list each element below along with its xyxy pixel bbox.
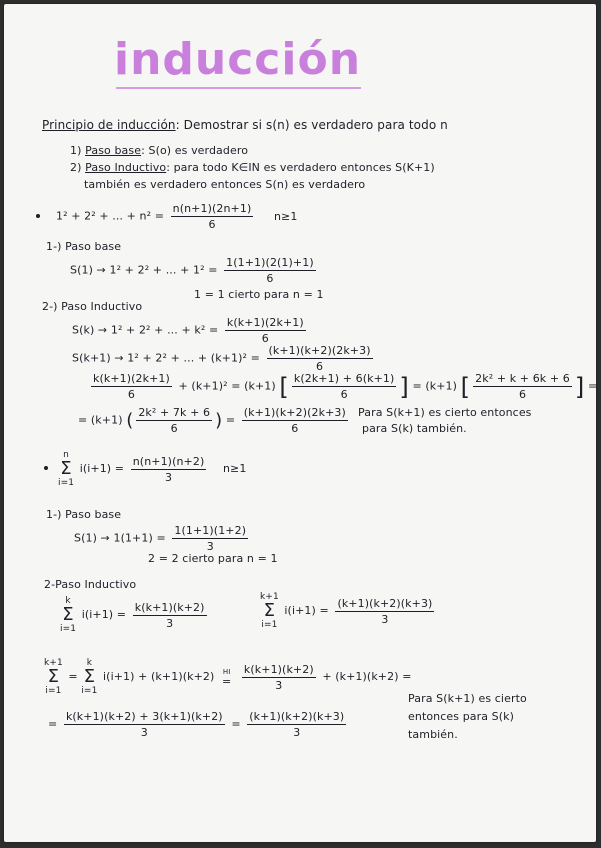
ex1-ind-title: 2-) Paso Inductivo xyxy=(42,300,143,313)
bullet-ex1 xyxy=(36,214,40,218)
ex2-base-title: 1-) Paso base xyxy=(46,508,122,521)
step2-line xyxy=(70,161,435,174)
ex2-sk: k Σ i=1 i(i+1) = $\frac{k(k+1)(k+2)}{3}$ xyxy=(60,596,205,634)
ex1-note-1: Para S(k+1) es cierto entonces xyxy=(358,406,532,419)
step2-number: 2) xyxy=(70,161,82,174)
ex1-statement xyxy=(56,202,297,231)
step1-label: Paso base xyxy=(85,144,142,157)
ex1-note-2: para S(k) también. xyxy=(362,422,467,435)
ex1-base-eq: S(1) → 1² + 2² + ... + 1² = $\frac{1(1+1)(2(1)+1)}{6}$ xyxy=(70,256,314,285)
ex2-base-eq: S(1) → 1(1+1) = $\frac{1(1+1)(1+2)}{3}$ xyxy=(74,524,247,553)
step2-label: Paso Inductivo xyxy=(85,161,167,174)
ex2-note-2: entonces para S(k) xyxy=(408,710,515,723)
step2-text: : para todo K∈IN es verdadero entonces S(K+1) xyxy=(166,161,435,174)
step1-text: : S(o) es verdadero xyxy=(141,144,249,157)
ex2-statement: n Σ i=1 i(i+1) = $\frac{n(n+1)(n+2)}{3}$ n≥1 xyxy=(58,450,247,488)
ex1-sk1: S(k+1) → 1² + 2² + ... + (k+1)² = $\frac{(k+1)(k+2)(2k+3)}{6}$ xyxy=(72,344,371,373)
ex1-line4: = (k+1) ( $\frac{\text{2k² + 7k + 6}}{6}$ ) = $\frac{(k+1)(k+2)(2k+3)}{6}$ xyxy=(78,406,346,435)
notebook-page xyxy=(4,4,596,842)
ex2-note-3: también. xyxy=(408,728,458,741)
ex1-lhs: 1² + 2² + ... + n² = xyxy=(56,209,165,223)
principle-text: : Demostrar si s(n) es verdadero para todo n xyxy=(175,118,448,132)
ex2-ind-title: 2-Paso Inductivo xyxy=(44,578,137,591)
ex2-sk1: k+1 Σ i=1 i(i+1) = $\frac{(k+1)(k+2)(k+3)}{3}$ xyxy=(260,592,433,630)
ex1-condition: n≥1 xyxy=(273,209,298,223)
title-underline xyxy=(116,87,361,89)
ex1-base-check: 1 = 1 cierto para n = 1 xyxy=(194,288,324,301)
ex2-line4: = $\frac{k(k+1)(k+2) + 3(k+1)(k+2)}{3}$ = $\frac{(k+1)(k+2)(k+3)}{3}$ xyxy=(48,710,345,739)
page-title: inducción xyxy=(114,34,362,85)
principle-line xyxy=(42,118,448,132)
ex1-line3: $\frac{k(k+1)(2k+1)}{6}$ + (k+1)² = (k+1) [ $\frac{k(2k+1) + 6(k+1)}{6}$ ] = (k+1) [ $\frac{\text{2k² + k + 6k + 6}}{6}$ ] = xyxy=(93,372,598,401)
ex1-fraction: $\frac{n(n+1)(2n+1)}{6}$ xyxy=(172,202,252,231)
principle-heading: Principio de inducción xyxy=(42,118,176,132)
step1-line xyxy=(70,144,248,157)
bullet-ex2 xyxy=(44,466,48,470)
ex2-line3: k+1 Σ i=1 = k Σ i=1 i(i+1) + (k+1)(k+2) HI = $\frac{k(k+1)(k+2)}{3}$ + (k+1)(k+2) = xyxy=(44,658,412,696)
ex2-note-1: Para S(k+1) es cierto xyxy=(408,692,527,705)
ex1-base-title: 1-) Paso base xyxy=(46,240,122,253)
ex1-sk: S(k) → 1² + 2² + ... + k² = $\frac{k(k+1)(2k+1)}{6}$ xyxy=(72,316,304,345)
step2-continuation: también es verdadero entonces S(n) es verdadero xyxy=(84,178,366,191)
ex2-base-check: 2 = 2 cierto para n = 1 xyxy=(148,552,278,565)
step1-number: 1) xyxy=(70,144,82,157)
